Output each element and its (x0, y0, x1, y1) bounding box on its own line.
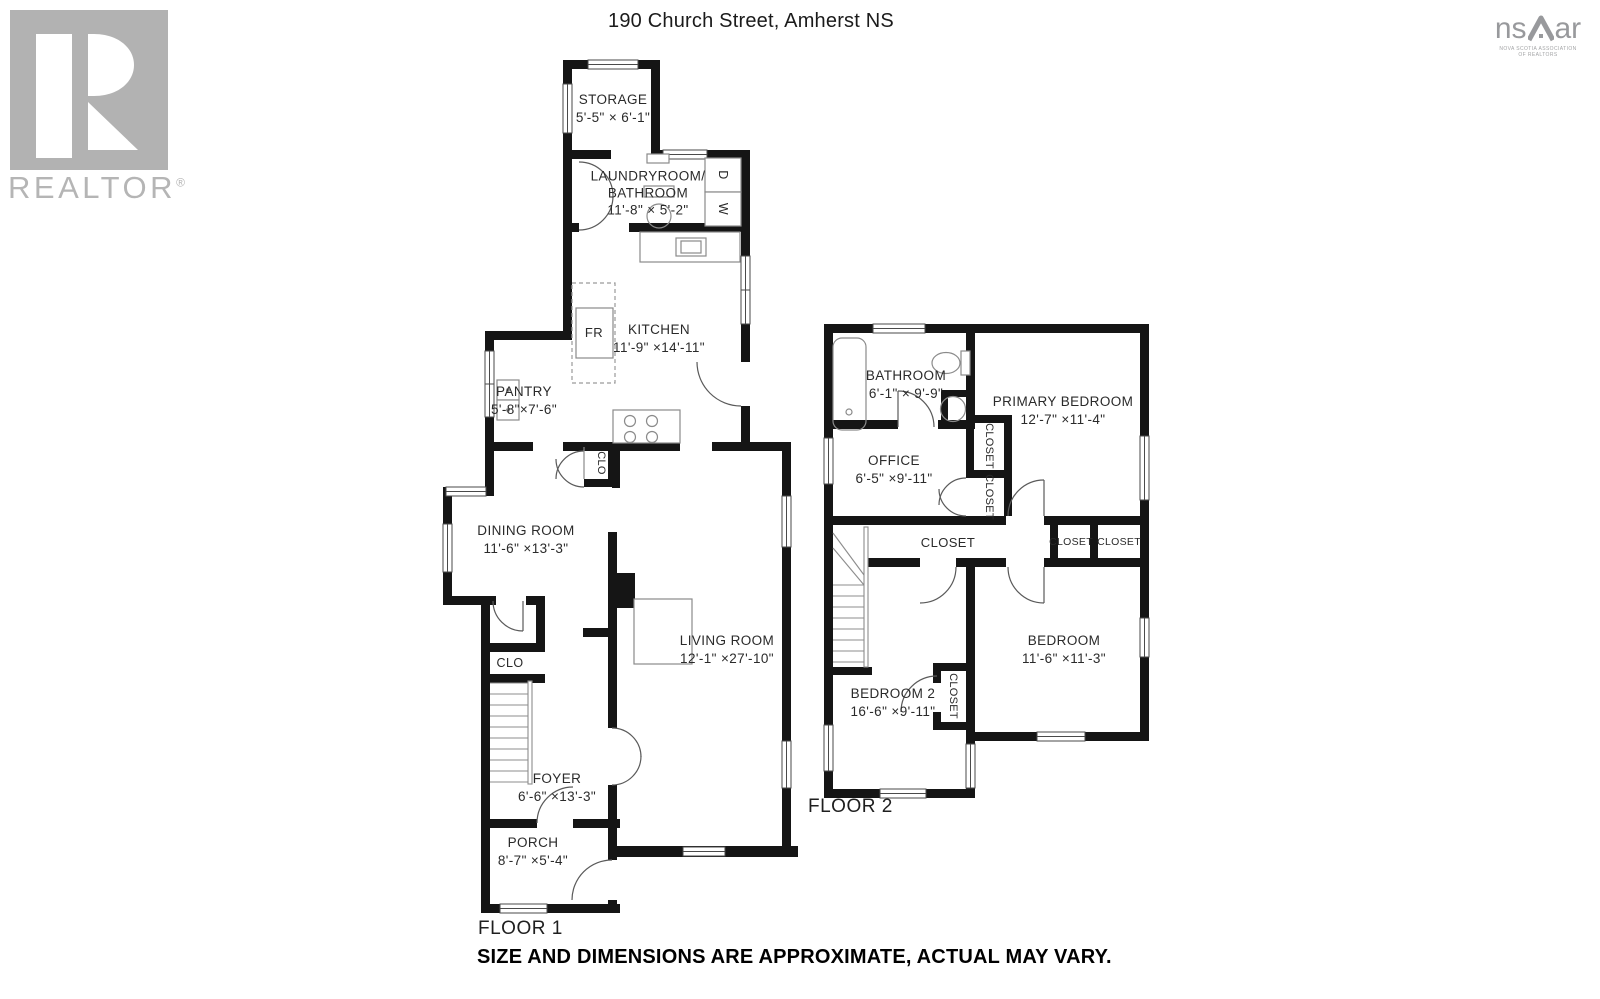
nsar-ns-text: ns (1494, 12, 1527, 45)
room-label-office (855, 452, 932, 488)
bathroom-name: BATHROOM (865, 368, 947, 383)
disclaimer-text: SIZE AND DIMENSIONS ARE APPROXIMATE, ACTUAL MAY VARY. (477, 946, 1112, 968)
fridge-label: FR (584, 325, 604, 340)
bedroom-dims: 11'-6" ×11'-3" (1021, 651, 1107, 666)
living-name: LIVING ROOM (679, 633, 775, 648)
bedroom2-name: BEDROOM 2 (850, 686, 936, 701)
kitchen-dims: 11'-9" ×14'-11" (613, 340, 705, 355)
office-name: OFFICE (868, 453, 920, 468)
porch-name: PORCH (507, 835, 559, 850)
room-label-porch (498, 834, 568, 870)
storage-name: STORAGE (578, 92, 648, 107)
closet-label-small1: CLOSET (1049, 536, 1093, 548)
laundry-name-line1: LAUNDRYROOM/ (590, 168, 706, 184)
living-dims: 12'-1" ×27'-10" (680, 651, 774, 666)
room-label-foyer (518, 770, 596, 806)
bedroom2-dims: 16'-6" ×9'-11" (850, 704, 936, 719)
room-label-bathroom (866, 367, 946, 403)
pantry-dims: 5'-8"×7'-6" (490, 402, 558, 417)
room-label-kitchen (613, 321, 705, 357)
floor1-tag: FLOOR 1 (478, 918, 563, 939)
realtor-text: REALTOR (8, 170, 177, 205)
closet-label-lower: CLOSET (983, 474, 995, 520)
foyer-dims: 6'-6" ×13'-3" (517, 789, 597, 804)
closet-label-bedroom2: CLOSET (947, 673, 959, 719)
primary-bedroom-dims: 12'-7" ×11'-4" (1020, 412, 1106, 427)
page-title: 190 Church Street, Amherst NS (608, 10, 894, 32)
room-label-primary-bedroom (993, 393, 1134, 429)
washer-label: W (716, 202, 730, 216)
closet-label-foyer: CLO (496, 656, 524, 670)
closet-label-kitchen: CLO (595, 451, 607, 475)
room-label-bedroom (1022, 632, 1106, 668)
kitchen-name: KITCHEN (627, 322, 691, 337)
laundry-name-line2: BATHROOM (607, 185, 689, 201)
nsar-subtext-line1: NOVA SCOTIA ASSOCIATION (1499, 46, 1577, 52)
floor2-tag: FLOOR 2 (808, 796, 893, 817)
stairs-floor1 (490, 681, 532, 784)
primary-bedroom-name: PRIMARY BEDROOM (992, 394, 1134, 409)
foyer-name: FOYER (532, 771, 582, 786)
storage-dims: 5'-5" × 6'-1" (575, 110, 651, 125)
office-dims: 6'-5" ×9'-11" (855, 471, 933, 486)
stairs-floor2 (833, 527, 868, 667)
registered-mark: ® (176, 175, 185, 190)
room-label-laundry (591, 168, 706, 219)
closet-label-small2: CLOSET (1097, 536, 1141, 548)
bedroom-name: BEDROOM (1027, 633, 1101, 648)
laundry-dims: 11'-8" × 5'-2" (607, 202, 689, 218)
dryer-label: D (716, 170, 730, 180)
room-label-bedroom2 (850, 685, 935, 721)
room-label-pantry (491, 383, 557, 419)
closet-label-upper: CLOSET (983, 423, 995, 469)
nsar-subtext-line2: OF REALTORS (1518, 52, 1558, 58)
room-label-dining (477, 522, 574, 558)
porch-dims: 8'-7" ×5'-4" (497, 853, 569, 868)
dining-name: DINING ROOM (477, 523, 575, 538)
closet-label-hall: CLOSET (920, 535, 976, 550)
bathroom-dims: 6'-1" × 9'-9" (868, 386, 944, 401)
pantry-name: PANTRY (496, 384, 552, 399)
dining-dims: 11'-6" ×13'-3" (483, 541, 569, 556)
nsar-ar-text: ar (1554, 12, 1582, 45)
room-label-storage (576, 91, 650, 127)
room-label-living (680, 632, 774, 668)
